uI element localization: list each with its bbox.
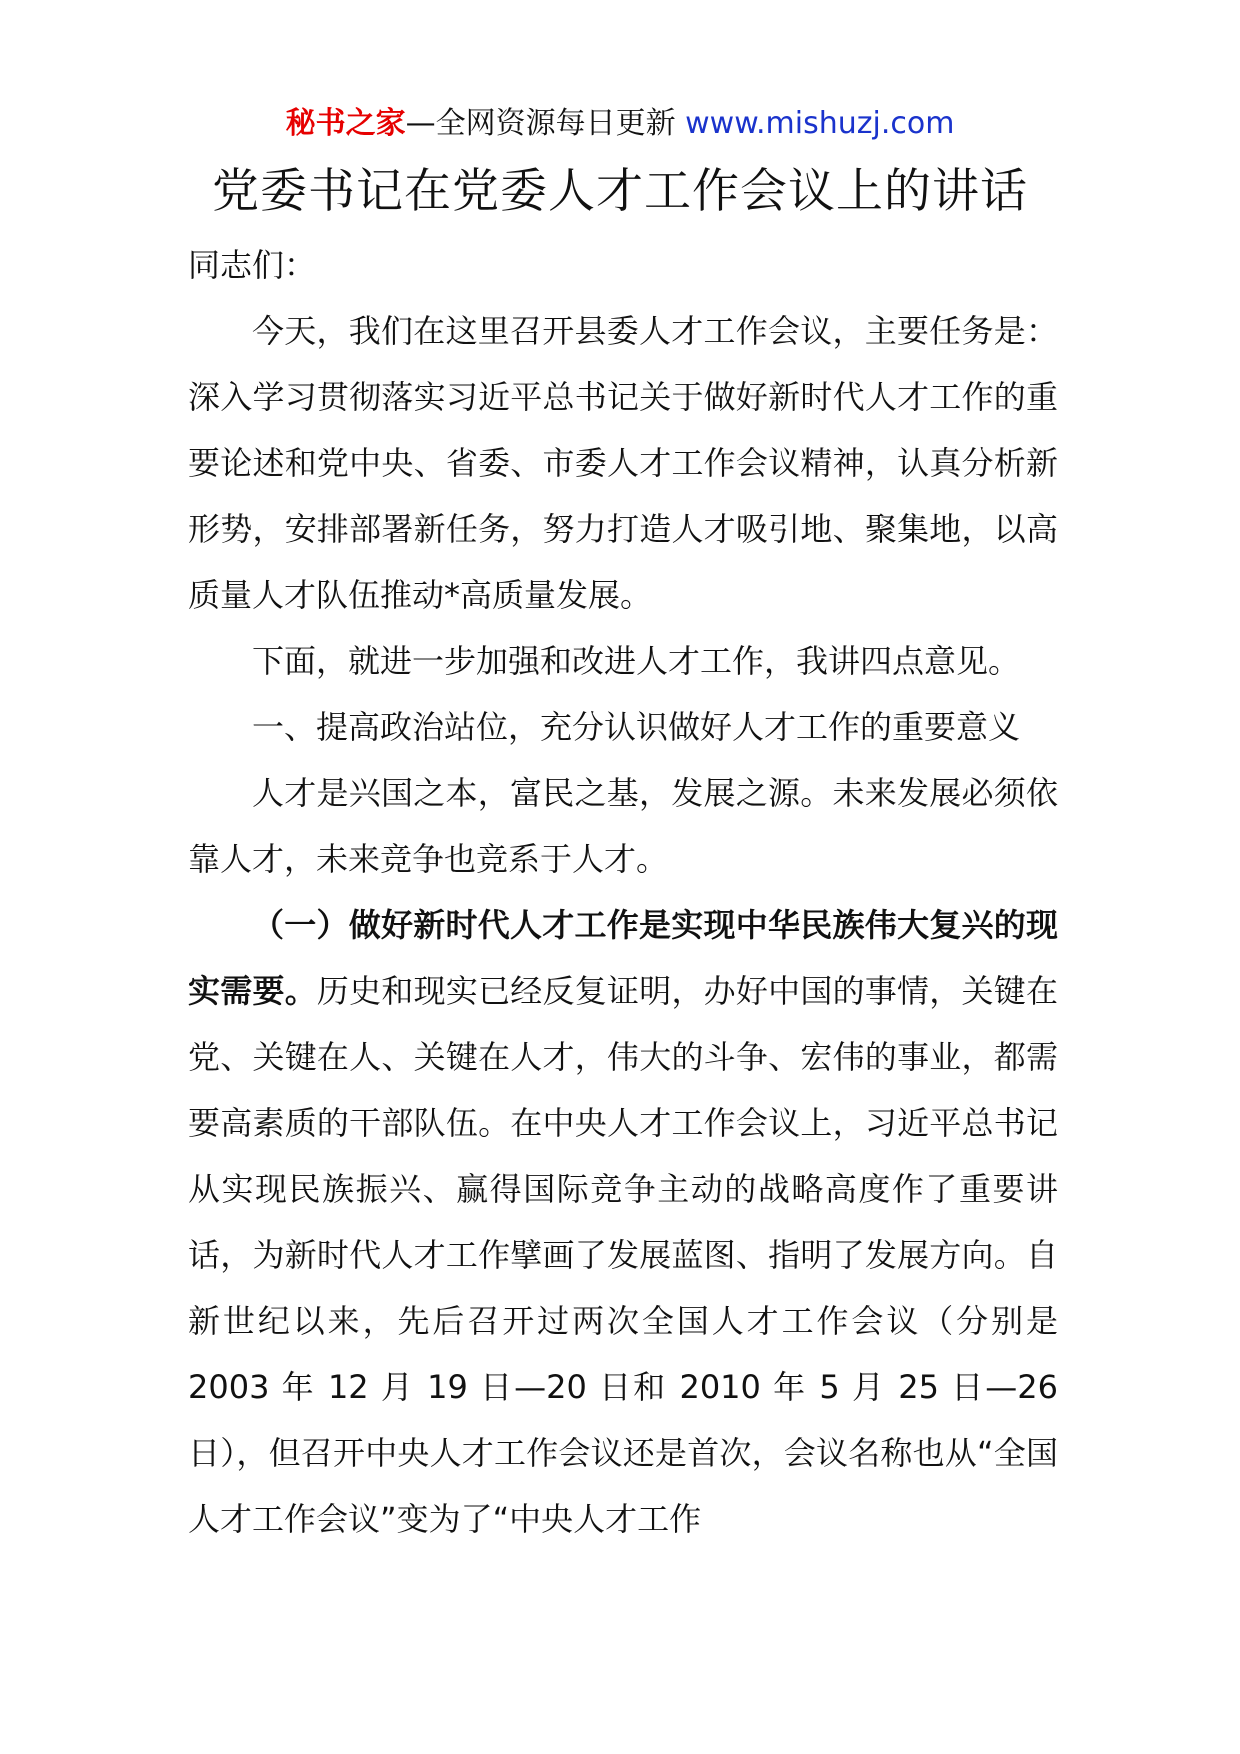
section-heading-1: 一、提高政治站位，充分认识做好人才工作的重要意义 [252, 708, 1021, 746]
document-body [188, 232, 1058, 1552]
subsection-heading-1: （一）做好新时代人才工作是实现中华民族伟大复兴的现实需要。 [188, 906, 1058, 1010]
paragraph-outline: 下面，就进一步加强和改进人才工作，我讲四点意见。 [252, 642, 1021, 680]
document-title: 党委书记在党委人才工作会议上的讲话 [212, 164, 1028, 219]
site-header [0, 102, 1240, 146]
subsection-text-1: 历史和现实已经反复证明，办好中国的事情，关键在党、关键在人、关键在人才，伟大的斗争、宏伟的事业，都需要高素质的干部队伍。在中央人才工作会议上，习近平总书记从实现民族振兴、赢得国际竞争主动的战略高度作了重要讲话，为新时代人才工作擘画了发展蓝图、指明了发展方向。自新世纪以来，先后召开过两次全国人才工作会议（分别是 2003 年 12 月 19 日—20 日和 2010 年 5 月 25 日—26 日），但召开中央人才工作会议还是首次，会议名称也从“全国人才工作会议”变为了“中央人才工作 [188, 972, 1058, 1538]
site-tagline: —全网资源每日更新 [405, 106, 676, 141]
paragraph-intro: 今天，我们在这里召开县委人才工作会议，主要任务是：深入学习贯彻落实习近平总书记关于做好新时代人才工作的重要论述和党中央、省委、市委人才工作会议精神，认真分析新形势，安排部署新任务，努力打造人才吸引地、聚集地，以高质量人才队伍推动*高质量发展。 [188, 312, 1058, 614]
paragraph-talent: 人才是兴国之本，富民之基，发展之源。未来发展必须依靠人才，未来竞争也竞系于人才。 [188, 774, 1058, 878]
site-url-link[interactable]: www.mishuzj.com [685, 106, 955, 141]
salutation: 同志们： [188, 246, 317, 284]
site-brand: 秘书之家 [285, 106, 406, 141]
paragraph-subsection-1 [188, 892, 1058, 1552]
